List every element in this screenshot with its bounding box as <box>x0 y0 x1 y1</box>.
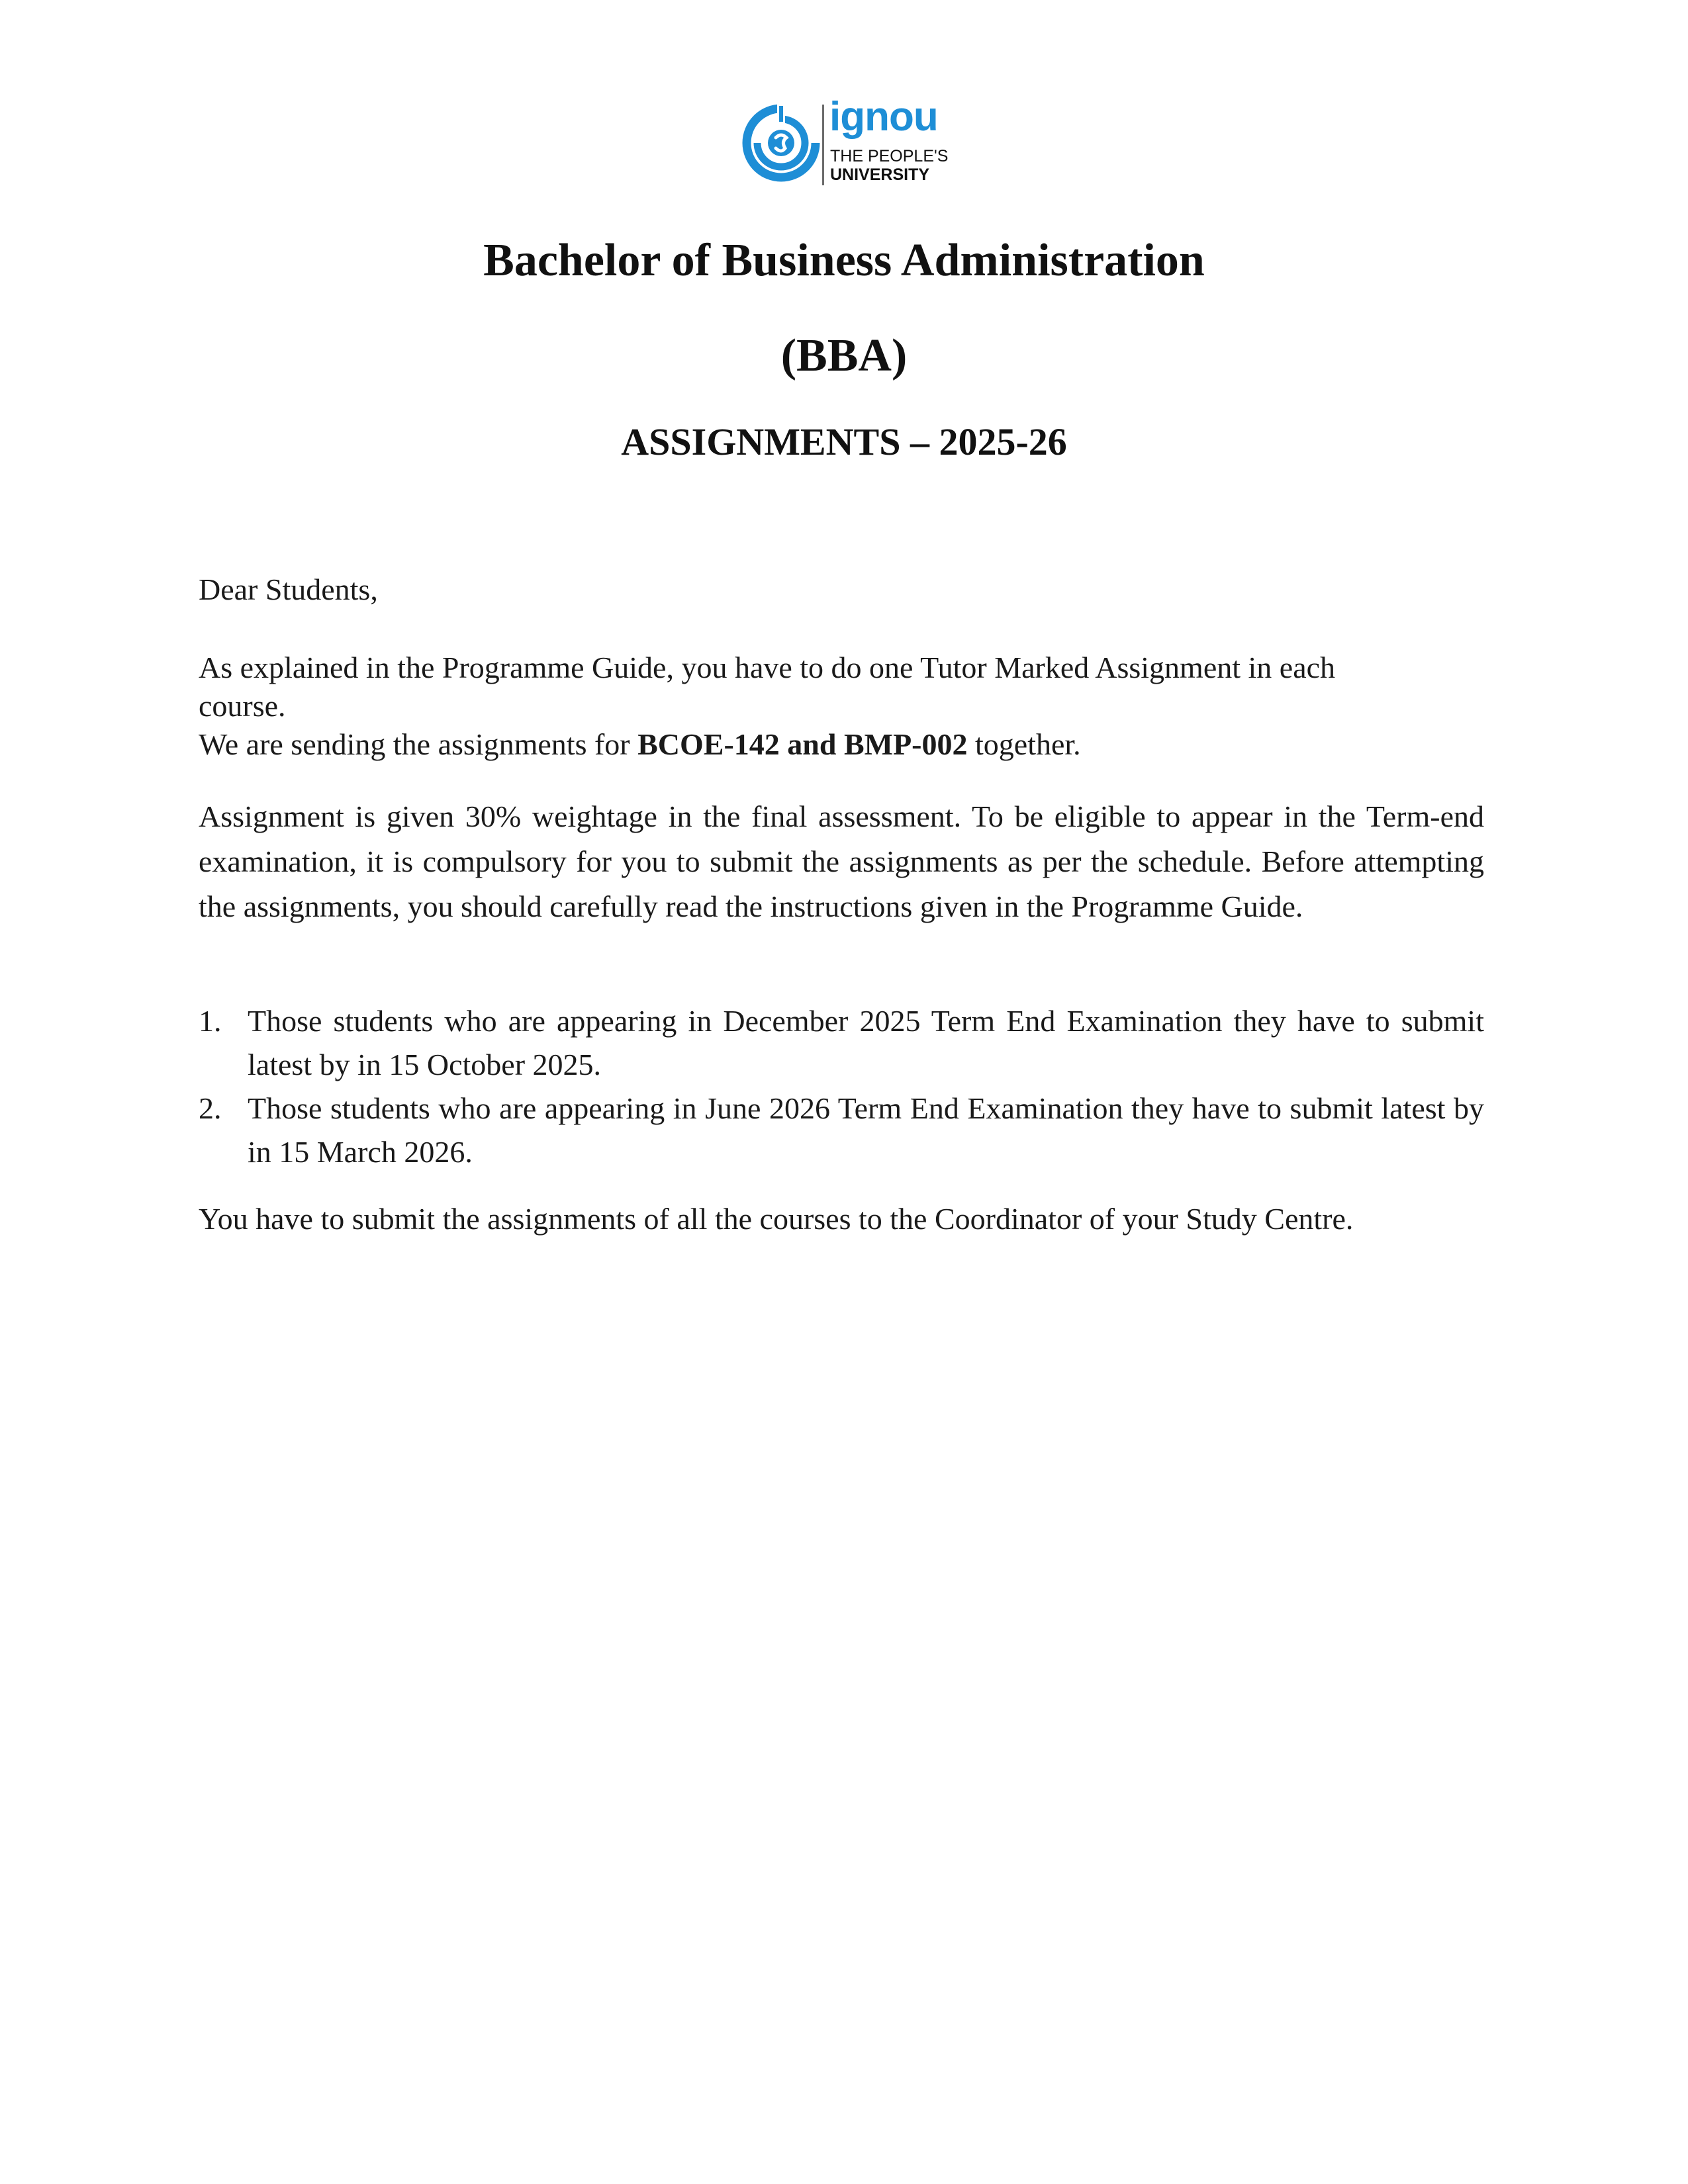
sending-prefix: We are sending the assignments for <box>199 727 638 761</box>
list-item <box>199 1087 1484 1174</box>
salutation: Dear Students, <box>199 572 378 606</box>
closing-paragraph: You have to submit the assignments of all the courses to the Coordinator of your Study Centre. <box>199 1202 1354 1236</box>
programme-abbreviation <box>0 328 1688 384</box>
intro-line-1: As explained in the Programme Guide, you have to do one Tutor Marked Assignment in each <box>199 651 1336 684</box>
programme-abbreviation-text: (BBA) <box>780 330 908 381</box>
list-item-text: Those students who are appearing in December 2025 Term End Examination they have to submit latest by in 15 October 2025. <box>248 1004 1484 1081</box>
list-item-number: 1. <box>199 1004 222 1038</box>
list-item-text: Those students who are appearing in June 2026 Term End Examination they have to submit latest by in 15 March 2026. <box>248 1091 1484 1169</box>
logo-divider <box>822 105 824 185</box>
intro-line-2: course. <box>199 689 286 723</box>
submission-schedule-list <box>199 999 1484 1174</box>
assignments-heading: ASSIGNMENTS – 2025-26 <box>621 420 1067 463</box>
sending-line <box>199 725 1484 764</box>
programme-title: Bachelor of Business Administration <box>483 235 1205 286</box>
intro-paragraph <box>199 649 1484 764</box>
weightage-paragraph: Assignment is given 30% weightage in the final assessment. To be eligible to appear in the Term-end examination, it is compulsory for you to submit the assignments as per the schedule. Before attempting the assignments, you should carefully read the instructions given in the Programme Guide. <box>199 799 1484 923</box>
sending-courses: BCOE-142 and BMP-002 <box>637 727 968 761</box>
ignou-logo <box>741 94 949 192</box>
logo-tagline-line1: THE PEOPLE'S <box>830 147 949 165</box>
ignou-emblem-icon <box>741 99 821 192</box>
list-item-number: 2. <box>199 1091 222 1125</box>
list-item <box>199 999 1484 1087</box>
logo-tagline-line2: UNIVERSITY <box>830 165 930 184</box>
sending-suffix: together. <box>967 727 1081 761</box>
logo-wordmark: ignou <box>829 94 938 140</box>
